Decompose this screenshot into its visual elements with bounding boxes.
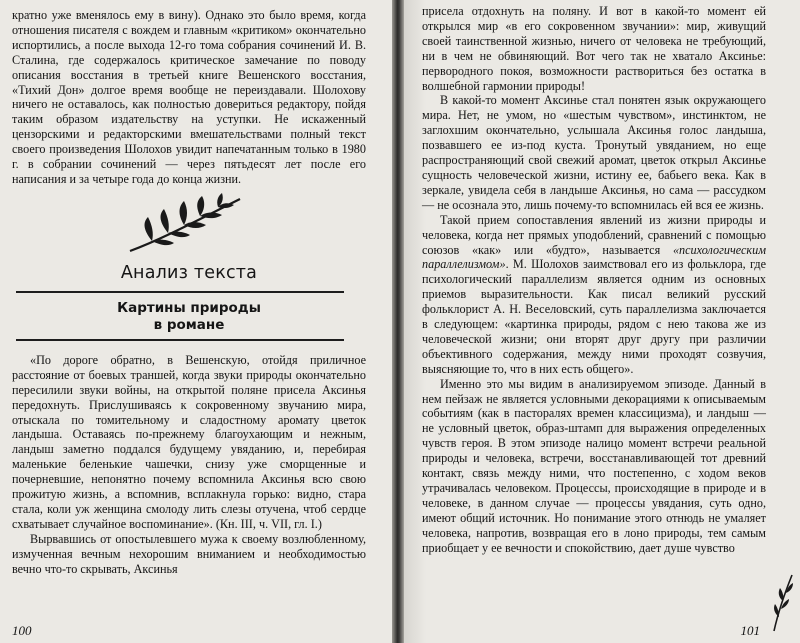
book-gutter — [392, 0, 404, 643]
feather-margin-mark-icon — [770, 573, 796, 633]
heading-divider — [16, 291, 344, 293]
subsection-heading-line-1: Картины природы — [117, 299, 261, 316]
left-page — [0, 0, 392, 643]
page-number: 101 — [740, 623, 760, 638]
right-page — [404, 0, 800, 643]
paragraph-1: присела отдохнуть на поляну. И вот в какой-то момент ей открылся мир «в его сокровенном звучании»: мир, живущий своей таинственной жизнью, ничего от человека не требующий, ни в чем не обвиняющий. Вот чего так не хватало Аксинье: первородного покоя, возможности раствориться без остатка в волшебной гармонии природы! — [422, 4, 766, 93]
quote-paragraph: «По дороге обратно, в Вешенскую, отойдя приличное расстояние от боевых траншей, когда звуки природы окончательно пересилили звуки войны, на открытой поляне присела Аксинья передохнуть. Прислушиваясь к сокровенному звучанию мира, отыскала по томительному и сладостному аромату цветок ландыша. Оставаясь по-прежнему благоухающим и нежным, ландыш заметно поддался будущему увяданию, и, перебирая маленькие беленькие чашечки, снизу уже сморщенные и почерневшие, непонятно почему вспомнила Аксинья всю свою прожитую жизнь, а вспомнив, всплакнула горько: видно, стара стала, коли уж женщина смолоду лить слезы отучена, чтоб сердце схватывает случайное воспоминание». (Кн. III, ч. VII, гл. I.) — [12, 352, 366, 531]
subsection-heading — [12, 300, 366, 334]
paragraph-2: В какой-то момент Аксинье стал понятен язык окружающего мира. Нет, не умом, но «шестым чувством», инстинктом, не заглохшим окончательно, услышала Аксинья голос ландыша, позвавшего ее из-под куста. Тронутый увяданием, но еще распространяющий свой свежий аромат, цветок открыл Аксинье сущность человеческой жизни, истину ее, бабьего века. Как в зеркале, увидела себя в ландыше Аксинья, но сама — рассудком — не осознала это, лишь почему-то вспомнилась ей вся ее жизнь. — [422, 93, 766, 212]
paragraph-3-end: . М. Шолохов заимствовал его из фольклора, где психологический параллелизм является одним из основных приемов выразительности. Как писал великий русский фольклорист А. Н. Веселовский, суть параллелизма заключается в следующем: «картинка природы, рядом с нею такова же из человеческой жизни; они вторят друг другу при различии объективного содержания, между ними проходят созвучия, выясняющие то, что в них есть общего». — [422, 257, 766, 376]
subheading-divider — [16, 339, 344, 341]
paragraph-4: Именно это мы видим в анализируемом эпизоде. Данный в нем пейзаж не является условными декорациями к описываемым событиям (как в пасторалях времен классицизма), и ландыш — не условный цветок, образ-штамп для выражения определенных чувств героя. В этом эпизоде налицо момент встречи реальной природы и человека, встречи, восстанавливающей тот древний контакт, связь между ними, что постепенно, с ходом веков утрачивалась человеком. Процессы, происходящие в природе и в человеке, в данном случае — процессы увядания, суть одно, имеют общий источник. Но понимание этого отнюдь не умаляет человека, напротив, возвращая его в лоно природы, тем самым приобщает у ее вечности и спокойствию, дает душе чувство — [422, 376, 766, 555]
section-heading: Анализ текста — [120, 262, 258, 283]
closing-paragraph: Вырвавшись от опостылевшего мужа к своему возлюбленному, измученная вечным нехорошим вниманием и необходимостью вечно что-то скрывать, Аксинья — [12, 531, 366, 576]
term-psychological-parallelism: «психологическим параллелизмом» — [422, 242, 766, 272]
paragraph-3 — [422, 213, 766, 377]
intro-paragraph: кратно уже вменялось ему в вину). Однако это было время, когда отношения писателя с вождем и главным «критиком» окончательно испортились, а после выхода 12-го тома собрания сочинений И. В. Сталина, где содержалось критическое замечание по поводу описания восстания в третьей книге Вешенского восстания, «Тихий Дон» долгое время вообще не переиздавали. Шолохову ничего не оставалось, как полностью довериться редактору, пойдя таким образом издательству на уступки. Не искаженный цензорскими и редакторскими вмешательствами полный текст своего произведения Шолохов увидит напечатанным только в 1980 г. в собрании сочинений — через пятьдесят лет после его написания и за четыре года до конца жизни. — [12, 8, 366, 186]
paragraph-3-start: Такой прием сопоставления явлений из жизни природы и человека, когда нет прямых уподоблений, сравнений с помощью союзов «как» или «будто», называется — [422, 212, 766, 257]
subsection-heading-line-2: в романе — [153, 316, 225, 333]
page-number: 100 — [12, 623, 32, 638]
leaf-branch-ornament-icon — [122, 193, 252, 255]
